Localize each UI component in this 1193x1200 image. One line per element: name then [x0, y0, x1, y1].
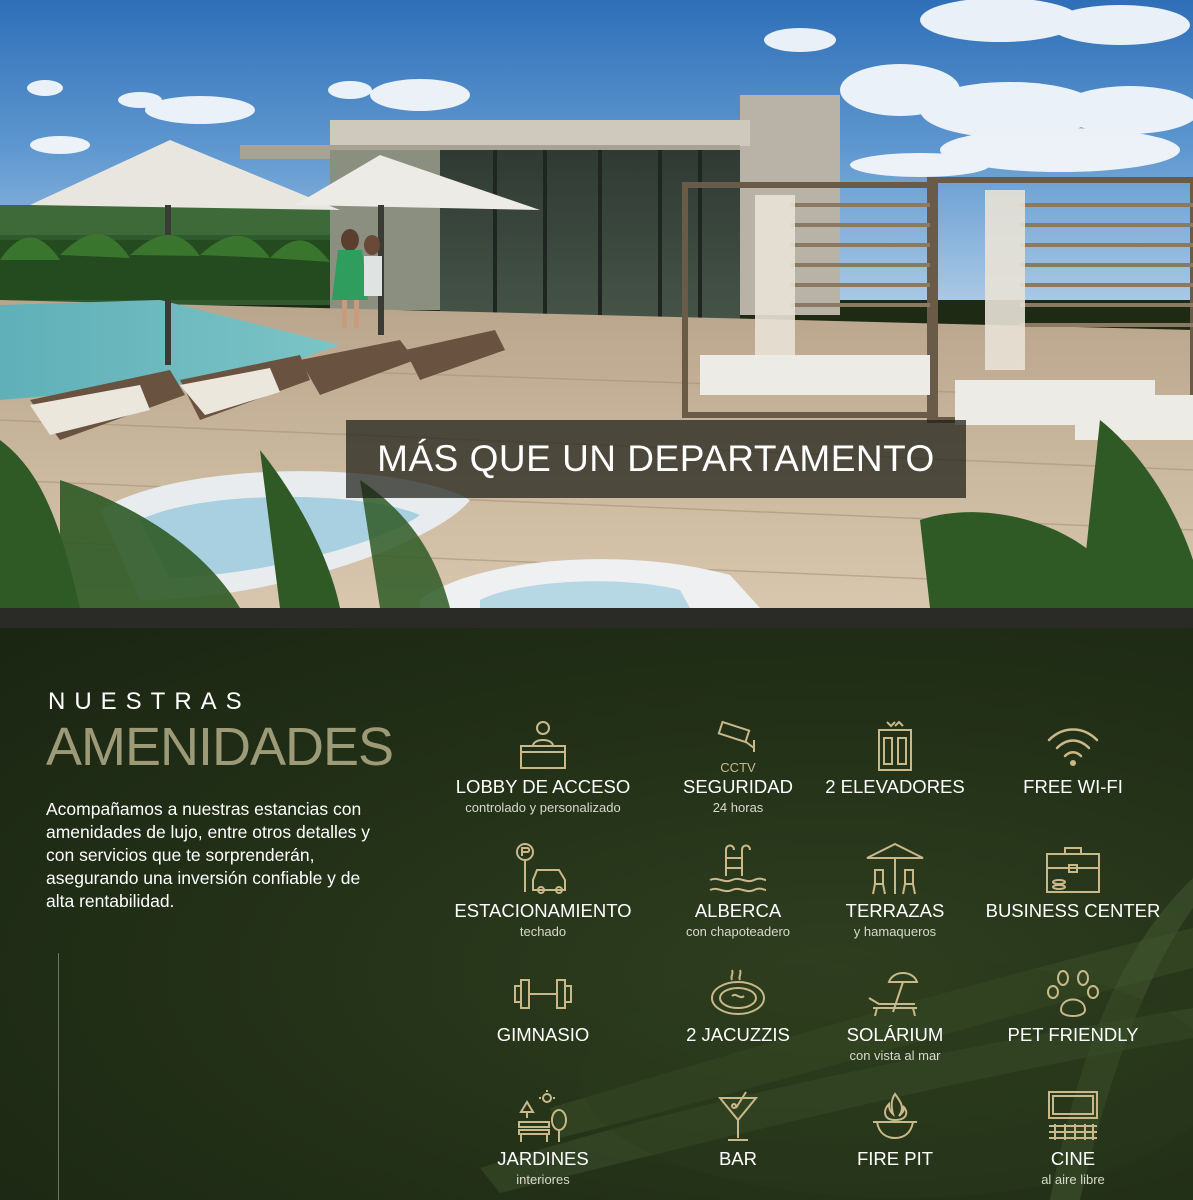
- amenity-subtitle: y hamaqueros: [853, 924, 937, 939]
- amenity-terraces: [800, 840, 990, 939]
- amenity-title: ALBERCA: [694, 900, 782, 921]
- parking-car-icon: [511, 840, 575, 900]
- amenity-gardens: [448, 1088, 638, 1187]
- amenity-gym: [448, 964, 638, 1048]
- amenity-title: JARDINES: [497, 1148, 589, 1169]
- wifi-icon: [1041, 716, 1105, 776]
- amenity-subtitle: controlado y personalizado: [465, 800, 621, 815]
- amenity-title: BAR: [718, 1148, 758, 1169]
- amenity-subtitle: al aire libre: [1041, 1172, 1105, 1187]
- amenity-title: 2 ELEVADORES: [825, 776, 965, 797]
- amenity-title: CINE: [1050, 1148, 1096, 1169]
- dumbbell-icon: [511, 964, 575, 1024]
- jacuzzi-icon: [706, 964, 770, 1024]
- amenity-subtitle: con chapoteadero: [685, 924, 791, 939]
- pool-ladder-icon: [706, 840, 770, 900]
- amenity-subtitle: con vista al mar: [849, 1048, 941, 1063]
- amenity-elevators: [800, 716, 990, 800]
- amenity-wifi: [978, 716, 1168, 800]
- cocktail-glass-icon: [706, 1088, 770, 1148]
- amenity-title: BUSINESS CENTER: [985, 900, 1161, 921]
- sun-lounger-icon: [863, 964, 927, 1024]
- amenity-title: FIRE PIT: [856, 1148, 934, 1169]
- amenity-title: TERRAZAS: [845, 900, 945, 921]
- amenities-section: [0, 628, 1193, 1200]
- amenity-solarium: [800, 964, 990, 1063]
- amenity-pet-friendly: [978, 964, 1168, 1048]
- amenity-parking: [448, 840, 638, 939]
- amenity-lobby: [448, 716, 638, 815]
- section-kicker: NUESTRAS: [48, 688, 251, 715]
- amenity-title: FREE WI-FI: [1023, 776, 1123, 797]
- hero-headline: MÁS QUE UN DEPARTAMENTO: [377, 438, 935, 479]
- amenity-title: PET FRIENDLY: [1007, 1024, 1139, 1045]
- amenity-title: LOBBY DE ACCESO: [455, 776, 631, 797]
- amenity-subtitle: techado: [519, 924, 567, 939]
- amenity-title: GIMNASIO: [496, 1024, 590, 1045]
- garden-bench-icon: [511, 1088, 575, 1148]
- amenity-fire-pit: [800, 1088, 990, 1172]
- amenity-title: ESTACIONAMIENTO: [454, 900, 632, 921]
- amenity-title: 2 JACUZZIS: [686, 1024, 790, 1045]
- amenity-business-center: [978, 840, 1168, 924]
- cctv-label: CCTV: [720, 760, 756, 775]
- terrace-umbrella-icon: [863, 840, 927, 900]
- amenities-intro: [46, 688, 426, 913]
- section-description: Acompañamos a nuestras estancias con amenidades de lujo, entre otros detalles y con servicios que te sorprenderán, asegurando una inversión confiable y de alta rentabilidad.: [46, 799, 370, 911]
- amenity-title: SEGURIDAD: [683, 776, 793, 797]
- amenity-subtitle: interiores: [516, 1172, 570, 1187]
- amenity-cinema: [978, 1088, 1168, 1187]
- decorative-vertical-line: [58, 953, 59, 1200]
- fire-pit-icon: [863, 1088, 927, 1148]
- amenity-title: SOLÁRIUM: [846, 1024, 944, 1045]
- paw-print-icon: [1041, 964, 1105, 1024]
- briefcase-icon: [1041, 840, 1105, 900]
- cctv-camera-icon: [706, 716, 770, 776]
- amenity-subtitle: 24 horas: [712, 800, 764, 815]
- section-title: AMENIDADES: [46, 717, 394, 777]
- section-divider: [0, 608, 1193, 628]
- reception-desk-icon: [511, 716, 575, 776]
- cinema-screen-icon: [1041, 1088, 1105, 1148]
- hero-headline-banner: [346, 420, 966, 498]
- elevator-icon: [863, 716, 927, 776]
